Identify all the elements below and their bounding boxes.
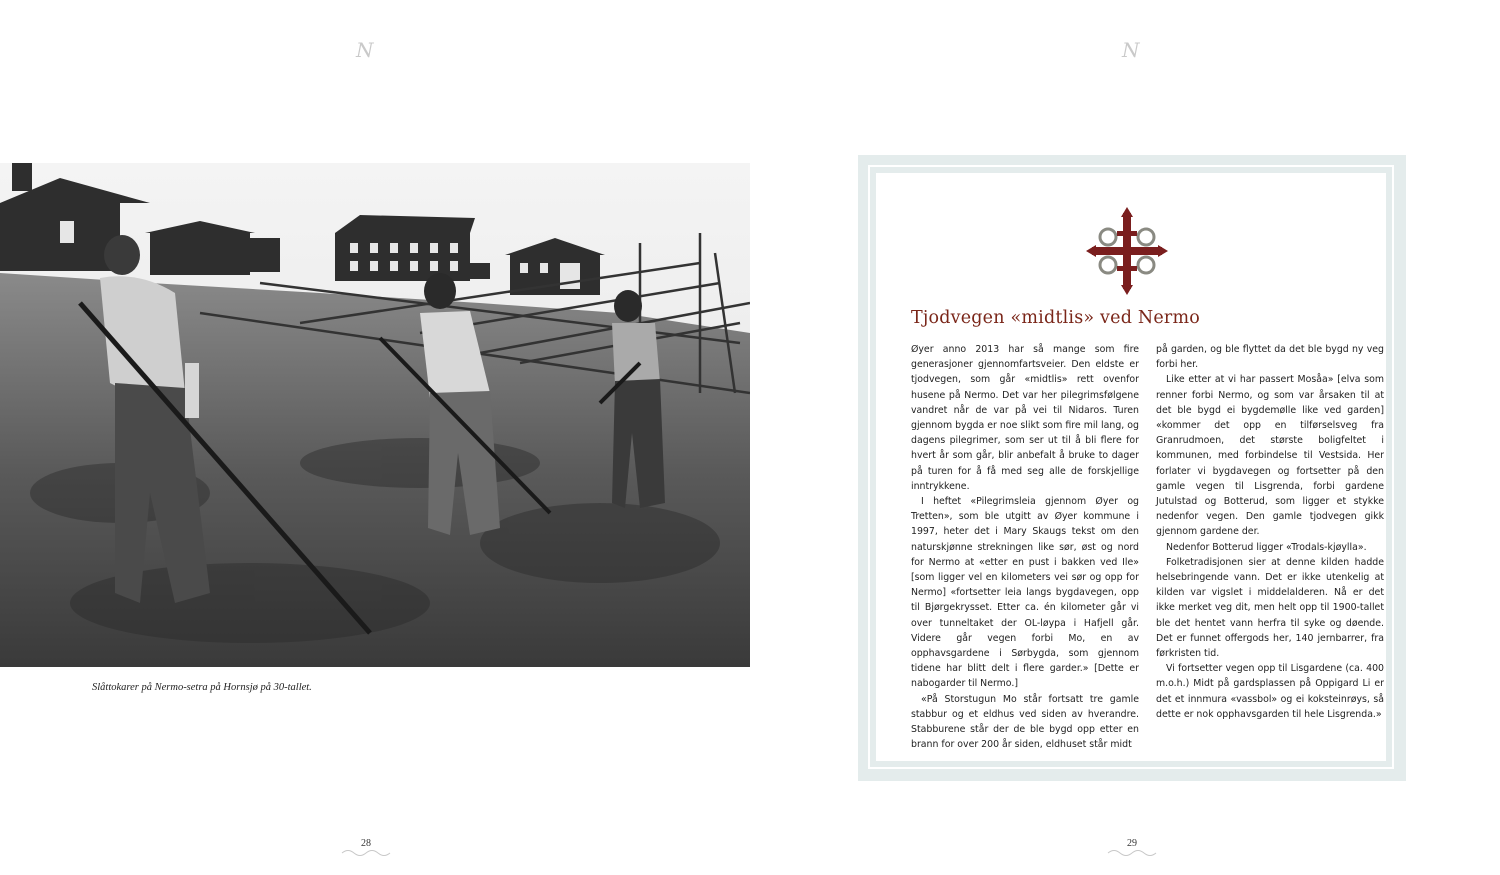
paragraph: Nedenfor Botterud ligger «Trodals-kjøylla». (1166, 541, 1367, 553)
text-column-1 (911, 342, 1139, 752)
flourish-right-icon (1106, 848, 1158, 858)
flourish-left-icon (340, 848, 392, 858)
page-number-left: 28 (361, 838, 371, 849)
monogram-right: N (1122, 38, 1138, 62)
paragraph: Like etter at vi har passert Mosåa» [elva som renner forbi Nermo, og som var årsaken til at det ble bygd ei bygdemølle like ved garden] «kommer det opp en tilførselsveg fra Granrudmoen, det største boligfeltet i kommunen, med forbindelse til Vestsida. Her forlater vi bygdavegen og fortsetter på den gamle vegen til Lisgrenda, forbi gardene Jutulstad og Botterud, som ligger et stykke nedenfor vegen. Den gamle tjodvegen gikk gjennom gardene der. (1156, 374, 1384, 538)
photo-caption: Slåttokarer på Nermo-setra på Hornsjø på 30-tallet. (92, 682, 312, 693)
page-number-right: 29 (1127, 838, 1137, 849)
photo-haymakers-icon (0, 163, 750, 667)
pilgrim-cross-icon (1086, 207, 1168, 295)
paragraph: Folketradisjonen sier at denne kilden hadde helsebringende vann. Det er ikke utenkelig at kilden var vigslet i middelalderen. Nå er det ikke merket veg dit, men helt opp til 1900-tallet ble det hentet vann herfra til syke og døende. Det er funnet offergods her, 140 jernbarrer, fra førkristen tid. (1156, 556, 1384, 660)
chapter-title: Tjodvegen «midtlis» ved Nermo (911, 308, 1201, 328)
paragraph: I heftet «Pilegrimsleia gjennom Øyer og Tretten», som ble utgitt av Øyer kommune i 1997, heter det i Mary Skaugs tekst om den naturskjønne strekningen like sør, øst og nord for Nermo at «etter en pust i bakken ved Ile» [som ligger vel en kilometers vei sør og opp for Nermo] «fortsetter leia langs bygdavegen, opp til Bjørgekrysset. Etter ca. én kilometer går vi over tunneltaket der OL-løypa i Hafjell går. Videre går vegen forbi Mo, en av opphavsgardene i Sørbygda, som gjennom tidene har blitt delt i flere garder.» [Dette er nabogarder til Nermo.] (911, 496, 1139, 690)
paragraph: på garden, og ble flyttet da det ble bygd ny veg forbi her. (1156, 344, 1384, 371)
paragraph: «På Storstugun Mo står fortsatt tre gamle stabbur og et eldhus ved siden av hverandre. Stabburene står der de ble bygd opp etter en brann for over 200 år siden, eldhuset står midt (911, 693, 1139, 751)
text-column-2 (1156, 342, 1384, 722)
haymakers-photo (0, 163, 750, 667)
paragraph: Vi fortsetter vegen opp til Lisgardene (ca. 400 m.o.h.) Midt på gardsplassen på Oppigard Li er det et innmura «vassbol» og ei koksteinrøys, så dette er nok opphavsgarden til hele Lisgrenda.» (1156, 663, 1384, 720)
paragraph: Øyer anno 2013 har så mange som fire generasjoner gjennomfartsveier. Den eldste er tjodvegen, som går «midtlis» rett ovenfor husene på Nermo. Det var her pilegrimsfølgene vandret når de var på vei til Nidaros. Turen gjennom bygda er noe slikt som fire mil lang, og dagens pilegrimer, som ser ut til å bli flere for hvert år som går, blir anbefalt å bruke to dager på turen for å få med seg alle de forskjellige inntrykkene. (911, 344, 1139, 492)
monogram-left: N (356, 38, 372, 62)
